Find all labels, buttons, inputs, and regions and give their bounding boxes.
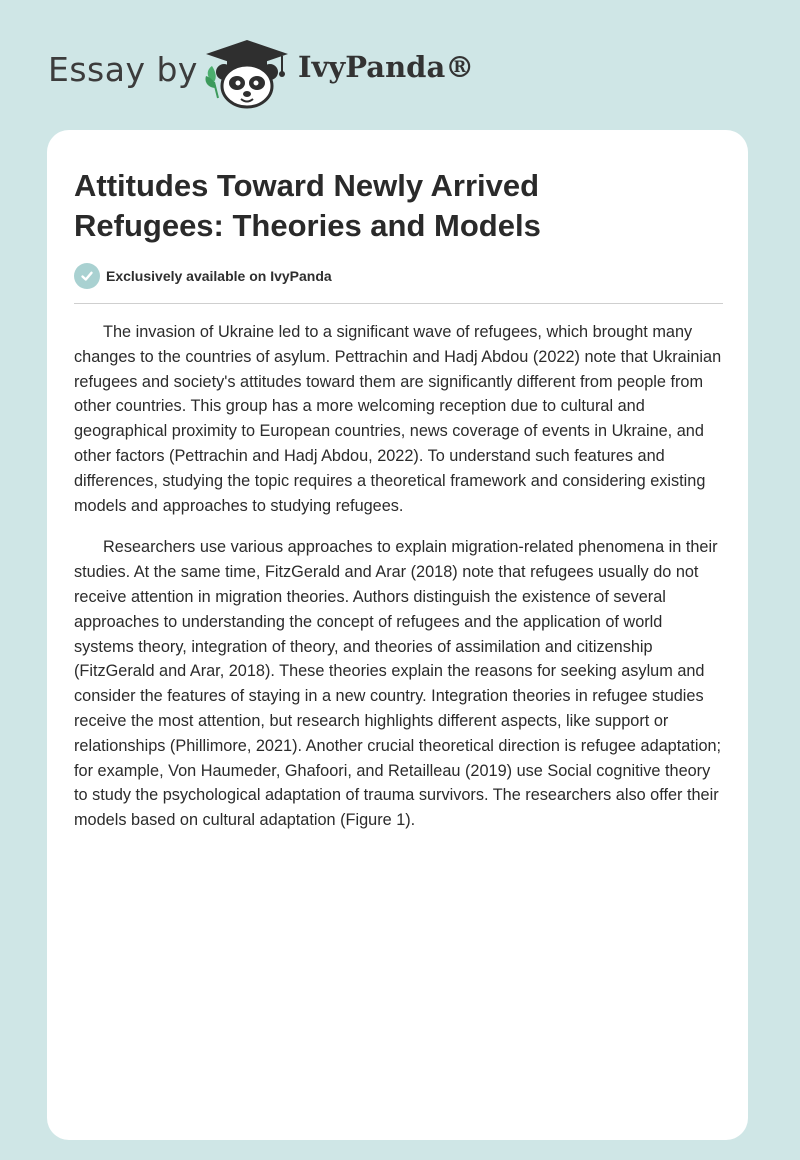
exclusive-badge <box>74 263 332 289</box>
site-header <box>0 0 800 125</box>
article-body <box>74 320 723 850</box>
exclusive-badge-text: Exclusively available on IvyPanda <box>106 268 332 284</box>
article-title: Attitudes Toward Newly Arrived Refugees: Theories and Models <box>74 168 541 243</box>
ivypanda-brand[interactable]: IvyPanda® <box>298 50 475 84</box>
article-card <box>47 130 748 1140</box>
checkmark-icon <box>74 263 100 289</box>
paragraph: Researchers use various approaches to explain migration-related phenomena in their studies. At the same time, FitzGerald and Arar (2018) note that refugees usually do not receive attention in migration theories. Authors distinguish the existence of several approaches to understanding the concept of refugees and the application of world systems theory, integration of theory, and theories of assimilation and citizenship (FitzGerald and Arar, 2018). These theories explain the reasons for seeking asylum and consider the features of staying in a new country. Integration theories in refugee studies receive the most attention, but research highlights different aspects, like support or relationships (Phillimore, 2021). Another crucial theoretical direction is refugee adaptation; for example, Von Haumeder, Ghafoori, and Retailleau (2019) use Social cognitive theory to study the psychological adaptation of trauma survivors. The researchers also offer their models based on cultural adaptation (Figure 1). <box>74 538 722 830</box>
divider <box>74 303 723 304</box>
panda-logo-icon[interactable] <box>200 38 294 110</box>
paragraph: The invasion of Ukraine led to a significant wave of refugees, which brought many changes to the countries of asylum. Pettrachin and Hadj Abdou (2022) note that Ukrainian refugees and society's attitudes toward them are significantly different from people from other countries. This group has a more welcoming reception due to cultural and geographical proximity to European countries, news coverage of events in Ukraine, and other factors (Pettrachin and Hadj Abdou, 2022). To understand such features and differences, studying the topic requires a theoretical framework and considering existing models and approaches to studying refugees. <box>74 323 722 515</box>
essay-by-label: Essay by <box>48 50 198 89</box>
